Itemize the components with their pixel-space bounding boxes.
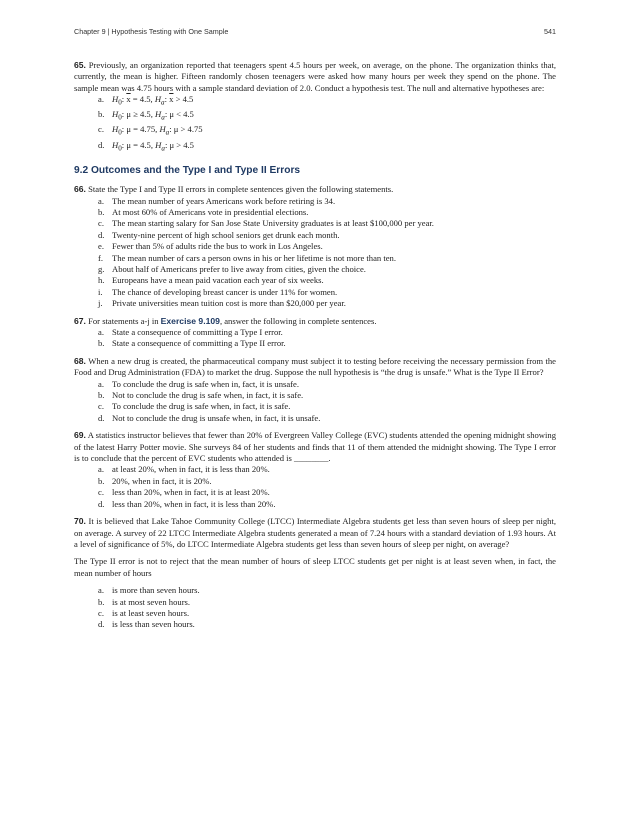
option-i: i. The chance of developing breast cancer is under 11% for women.	[98, 286, 338, 297]
exercise-66-options	[74, 196, 556, 310]
exercise-65-stem	[74, 60, 556, 94]
option-a: a. The mean number of years Americans work before retiring is 34.	[98, 195, 336, 206]
exercise-67	[74, 316, 556, 350]
option-a: a. To conclude the drug is safe when in, fact, it is unsafe.	[98, 378, 299, 389]
exercise-66	[74, 184, 556, 309]
option-e: e. Fewer than 5% of adults ride the bus to work in Los Angeles.	[98, 241, 323, 252]
exercise-link[interactable]: Exercise 9.109	[160, 315, 220, 326]
option-b: b. is at most seven hours.	[98, 596, 191, 607]
option-d: d. Not to conclude the drug is unsafe when, in fact, it is unsafe.	[98, 412, 321, 423]
exercise-68-stem	[74, 356, 556, 379]
x-bar-symbol: $\overline{x}$	[126, 94, 131, 105]
exercise-70-stem	[74, 516, 556, 550]
option-d: d. Twenty-nine percent of high school seniors get drunk each month.	[98, 229, 340, 240]
option-a: a. State a consequence of committing a Type I error.	[98, 327, 283, 337]
exercise-69-options	[74, 464, 556, 510]
exercise-70-followup: The Type II error is not to reject that the mean number of hours of sleep LTCC students get per night is at least seven when, in fact, the mean number of hours	[74, 556, 556, 578]
option-c: c. less than 20%, when in fact, it is at least 20%.	[98, 487, 270, 498]
exercise-69	[74, 430, 556, 510]
option-g: g. About half of Americans prefer to live away from cities, given the choice.	[98, 263, 366, 274]
option-f: f. The mean number of cars a person owns in his or her lifetime is not more than ten.	[98, 252, 396, 263]
option-b: b. At most 60% of Americans vote in presidential elections.	[98, 206, 309, 217]
exercise-number: 65.	[74, 60, 86, 70]
exercise-66-stem	[74, 184, 556, 195]
chapter-title: Chapter 9 | Hypothesis Testing with One Sample	[74, 27, 229, 36]
exercise-number: 68.	[74, 355, 86, 366]
option-b: b. $H_0$: μ ≥ 4.5, $H_a$: μ < 4.5	[98, 109, 194, 123]
option-j: j. Private universities mean tuition cost is more than $20,000 per year.	[98, 298, 346, 309]
x-bar-symbol: $\overline{x}$	[169, 94, 174, 105]
exercise-text: It is believed that Lake Tahoe Community College (LTCC) Intermediate Algebra students get less than seven hours of sleep per night, on average. A survey of 22 LTCC Intermediate Algebra students generated a mean of 7.24 hours with a standard deviation of 1.93 hours. At a level of significance of 5%, do LTCC Intermediate Algebra students get less than seven hours of sleep per night, on average?	[74, 516, 556, 549]
exercise-number: 66.	[74, 184, 86, 195]
running-head	[74, 27, 556, 39]
option-a: a. $H_0$: $\overline{x} = 4.5$, $H_a$: $\overline{x} > 4.5$	[98, 94, 194, 107]
exercise-text: Previously, an organization reported that teenagers spent 4.5 hours per week, on average, on the phone. The organization thinks that, currently, the mean is higher. Fifteen randomly chosen teenagers were asked how many hours per week they spend on the phone. The sample mean was 4.75 hours with a sample standard deviation of 2.0. Conduct a hypothesis test. The null and alternative hypotheses are:	[74, 60, 556, 93]
exercise-text: A statistics instructor believes that fewer than 20% of Evergreen Valley College (EVC) students attended the opening midnight showing of the latest Harry Potter movie. She surveys 84 of her students and finds that 11 of them attended the midnight showing. The Type I error is to conclude that the percent of EVC students who attended is ________.	[74, 430, 556, 464]
option-a: a. at least 20%, when in fact, it is less than 20%.	[98, 464, 270, 475]
page-number: 541	[544, 27, 556, 36]
exercise-68-options	[74, 379, 556, 425]
option-letter: b.	[98, 109, 105, 120]
option-b: b. State a consequence of committing a Type II error.	[98, 338, 286, 349]
option-d: d. $H_0$: μ = 4.5, $H_a$: μ > 4.5	[98, 139, 194, 153]
option-c: c. $H_0$: μ = 4.75, $H_a$: μ > 4.75	[98, 124, 203, 138]
exercise-67-options	[74, 327, 556, 350]
exercise-text: State the Type I and Type II errors in complete sentences given the following statements.	[88, 184, 394, 195]
exercise-number: 67.	[74, 315, 86, 326]
exercise-70	[74, 516, 556, 631]
option-a: a. is more than seven hours.	[98, 585, 200, 596]
exercise-65-options	[74, 94, 556, 155]
option-c: c. To conclude the drug is safe when, in fact, it is safe.	[98, 401, 291, 412]
exercise-number: 69.	[74, 430, 86, 441]
option-letter: d.	[98, 139, 105, 150]
exercise-70-options	[74, 585, 556, 631]
exercise-67-stem: 67. For statements a-j in Exercise 9.109, answer the following in complete sentences.	[74, 315, 377, 326]
section-heading: 9.2 Outcomes and the Type I and Type II Errors	[74, 164, 301, 176]
option-b: b. 20%, when in fact, it is 20%.	[98, 475, 212, 486]
option-c: c. The mean starting salary for San Jose State University graduates is at least $100,000 per year.	[98, 218, 434, 229]
exercise-69-stem	[74, 430, 556, 464]
page-content	[74, 60, 556, 637]
exercise-68	[74, 356, 556, 424]
option-d: d. less than 20%, when in fact, it is less than 20%.	[98, 498, 276, 509]
option-b: b. Not to conclude the drug is safe when, in fact, it is safe.	[98, 390, 304, 401]
option-letter: c.	[98, 124, 104, 135]
option-c: c. is at least seven hours.	[98, 607, 190, 618]
option-h: h. Europeans have a mean paid vacation each year of six weeks.	[98, 275, 324, 286]
option-letter: a.	[98, 94, 104, 105]
option-d: d. is less than seven hours.	[98, 619, 195, 630]
exercise-text: When a new drug is created, the pharmaceutical company must subject it to testing before receiving the necessary permission from the Food and Drug Administration (FDA) to market the drug. Suppose the null hypothesis is “the drug is unsafe.” What is the Type II Error?	[74, 355, 556, 378]
exercise-number: 70.	[74, 516, 86, 527]
exercise-65	[74, 60, 556, 155]
